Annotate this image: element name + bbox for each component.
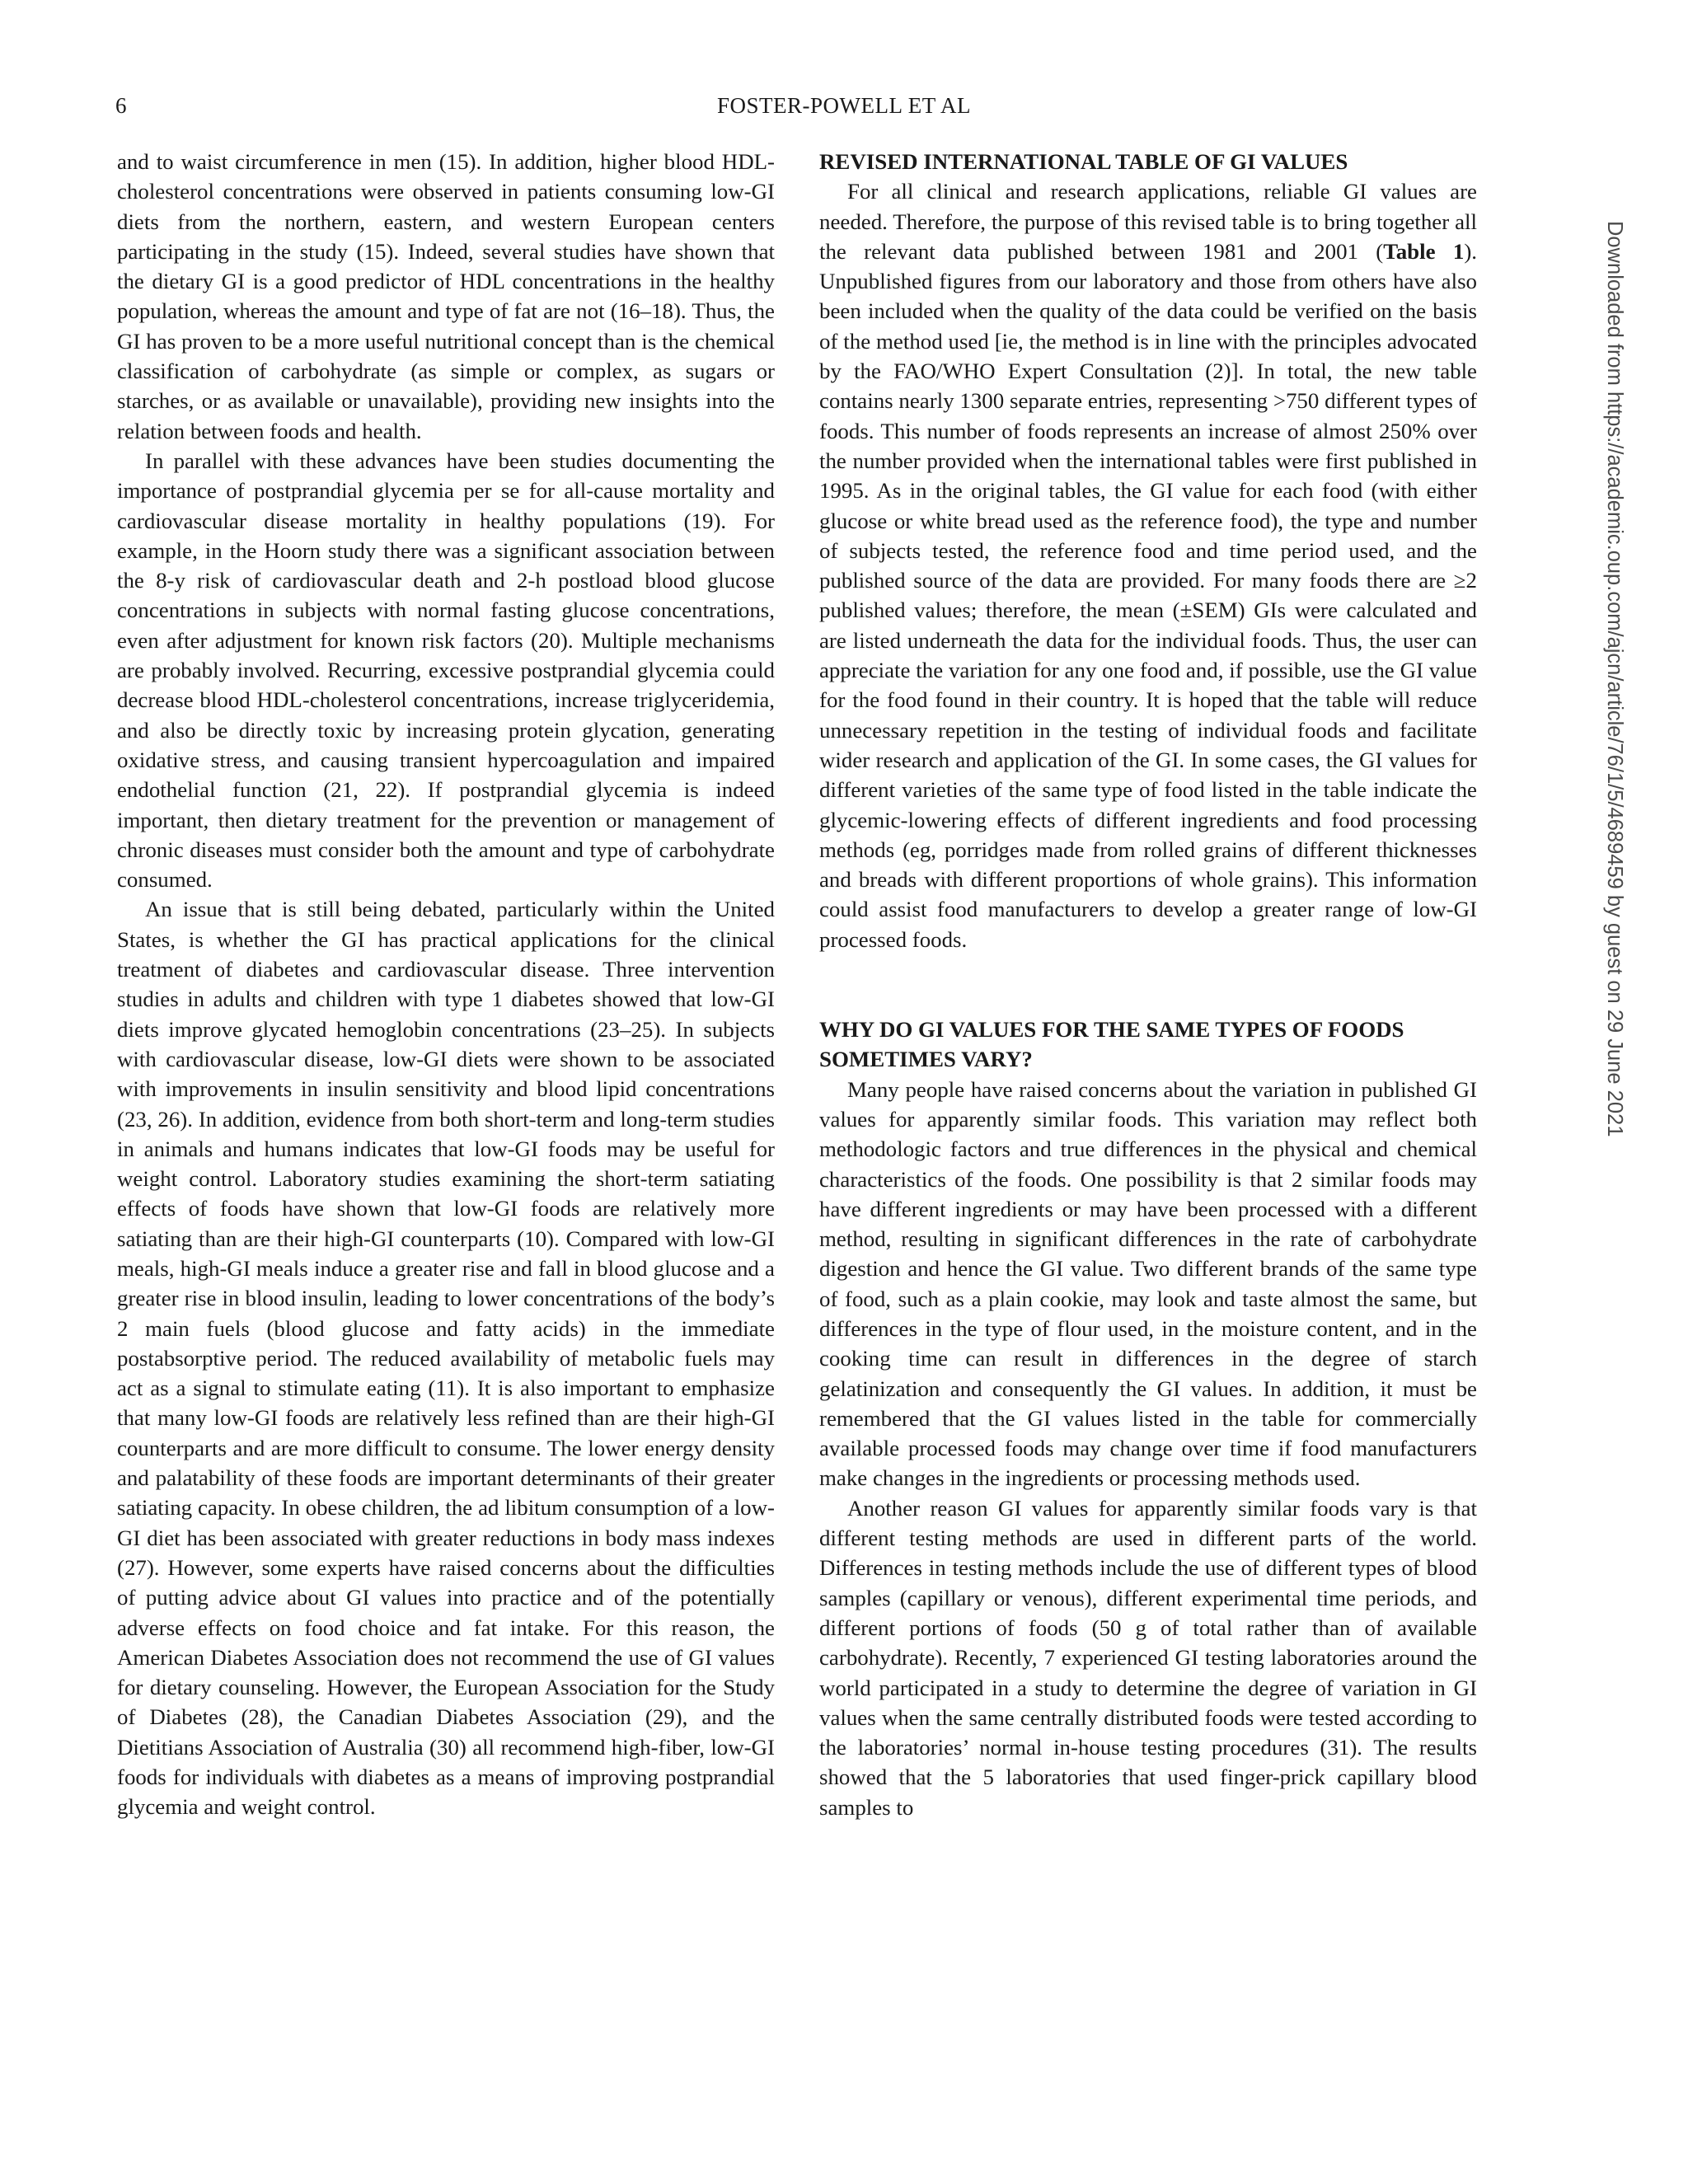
right-paragraph-1-text-b: ). Unpublished figures from our laboratory and those from others have also been included when the quality of the data could be verified on the basis of the method used [ie, the method is in line with the principles advocated by the FAO/WHO Expert Consultation (2)]. In total, the new table contains nearly 1300 separate entries, representing >750 different types of foods. This number of foods represents an increase of almost 250% over the number provided when the international tables were first published in 1995. As in the original tables, the GI value for each food (with either glucose or white bread used as the reference food), the type and number of subjects tested, the reference food and time period used, and the published source of the data are provided. For many foods there are ≥2 published values; therefore, the mean (±SEM) GIs were calculated and are listed underneath the data for the individual foods. Thus, the user can appreciate the variation for any one food and, if possible, use the GI value for the food found in their country. It is hoped that the table will reduce unnecessary repetition in the testing of individual foods and facilitate wider research and application of the GI. In some cases, the GI values for different varieties of the same type of food listed in the table indicate the glycemic-lowering effects of different ingredients and food processing methods (eg, porridges made from rolled grains of different thicknesses and breads with different proportions of whole grains). This information could assist food manufacturers to develop a greater range of low-GI processed foods. [819, 238, 1477, 952]
right-paragraph-1-text-a: For all clinical and research applications, reliable GI values are needed. Therefore, the purpose of this revised table is to bring together all the relevant data published between 1981 and 2001 ( [819, 179, 1477, 264]
section-heading-revised-table: REVISED INTERNATIONAL TABLE OF GI VALUES [819, 149, 1348, 174]
left-paragraph-2: In parallel with these advances have been studies documenting the importance of postprandial glycemia per se for all-cause mortality and cardiovascular disease mortality in healthy populations (19). For example, in the Hoorn study there was a significant association between the 8-y risk of cardiovascular death and 2-h postload blood glucose concentrations in subjects with normal fasting glucose concentrations, even after adjustment for known risk factors (20). Multiple mechanisms are probably involved. Recurring, excessive postprandial glycemia could decrease blood HDL-cholesterol concentrations, increase triglyceridemia, and also be directly toxic by increasing protein glycation, generating oxidative stress, and causing transient hypercoagulation and impaired endothelial function (21, 22). If postprandial glycemia is indeed important, then dietary treatment for the prevention or management of chronic diseases must consider both the amount and type of carbohydrate consumed. [117, 448, 775, 893]
left-paragraph-1: and to waist circumference in men (15). In addition, higher blood HDL-cholesterol concentrations were observed in patients consuming low-GI diets from the northern, eastern, and western European centers participating in the study (15). Indeed, several studies have shown that the dietary GI is a good predictor of HDL concentrations in the healthy population, whereas the amount and type of fat are not (16–18). Thus, the GI has proven to be a more useful nutritional concept than is the chemical classification of carbohydrate (as simple or complex, as sugars or starches, or as available or unavailable), providing new insights into the relation between foods and health. [117, 149, 775, 443]
download-watermark: Downloaded from https://academic.oup.com/ajcn/article/76/1/5/4689459 by guest on 29 June 2021 [1603, 221, 1626, 1137]
left-column [117, 147, 775, 1822]
section-heading-why-gi-vary: WHY DO GI VALUES FOR THE SAME TYPES OF FOODS SOMETIMES VARY? [819, 1017, 1404, 1072]
right-column [819, 147, 1477, 1822]
table-1-reference-link[interactable]: Table 1 [1383, 238, 1465, 264]
right-paragraph-2: Many people have raised concerns about the variation in published GI values for apparently similar foods. This variation may reflect both methodologic factors and true differences in the physical and chemical characteristics of the foods. One possibility is that 2 similar foods may have different ingredients or may have been processed with a different method, resulting in significant differences in the rate of carbohydrate digestion and hence the GI value. Two different brands of the same type of food, such as a plain cookie, may look and taste almost the same, but differences in the type of flour used, in the moisture content, and in the cooking time can result in differences in the degree of starch gelatinization and consequently the GI values. In addition, it must be remembered that the GI values listed in the table for commercially available processed foods may change over time if food manufacturers make changes in the ingredients or processing methods used. [819, 1076, 1477, 1491]
right-paragraph-3: Another reason GI values for apparently similar foods vary is that different testing methods are used in different parts of the world. Differences in testing methods include the use of different types of blood samples (capillary or venous), different experimental time periods, and different portions of foods (50 g of total rather than of available carbohydrate). Recently, 7 experienced GI testing laboratories around the world participated in a study to determine the degree of variation in GI values when the same centrally distributed foods were tested according to the laboratories’ normal in-house testing procedures (31). The results showed that the 5 laboratories that used finger-prick capillary blood samples to [819, 1495, 1477, 1820]
left-paragraph-3: An issue that is still being debated, particularly within the United States, is whether the GI has practical applications for the clinical treatment of diabetes and cardiovascular disease. Three intervention studies in adults and children with type 1 diabetes showed that low-GI diets improve glycated hemoglobin concentrations (23–25). In subjects with cardiovascular disease, low-GI diets were shown to be associated with improvements in insulin sensitivity and blood lipid concentrations (23, 26). In addition, evidence from both short-term and long-term studies in animals and humans indicates that low-GI foods may be useful for weight control. Laboratory studies examining the short-term satiating effects of foods have shown that low-GI foods are relatively more satiating than are their high-GI counterparts (10). Compared with low-GI meals, high-GI meals induce a greater rise and fall in blood glucose and a greater rise in blood insulin, leading to lower concentrations of the body’s 2 main fuels (blood glucose and fatty acids) in the immediate postabsorptive period. The reduced availability of metabolic fuels may act as a signal to stimulate eating (11). It is also important to emphasize that many low-GI foods are relatively less refined than are their high-GI counterparts and are more difficult to consume. The lower energy density and palatability of these foods are important determinants of their greater satiating capacity. In obese children, the ad libitum consumption of a low-GI diet has been associated with greater reductions in body mass indexes (27). However, some experts have raised concerns about the difficulties of putting advice about GI values into practice and of the potentially adverse effects on food choice and fat intake. For this reason, the American Diabetes Association does not recommend the use of GI values for dietary counseling. However, the European Association for the Study of Diabetes (28), the Canadian Diabetes Association (29), and the Dietitians Association of Australia (30) all recommend high-fiber, low-GI foods for individuals with diabetes as a means of improving postprandial glycemia and weight control. [117, 897, 775, 1820]
right-paragraph-1 [819, 176, 1477, 954]
page-number: 6 [115, 93, 127, 118]
running-head: FOSTER-POWELL ET AL [717, 93, 971, 118]
